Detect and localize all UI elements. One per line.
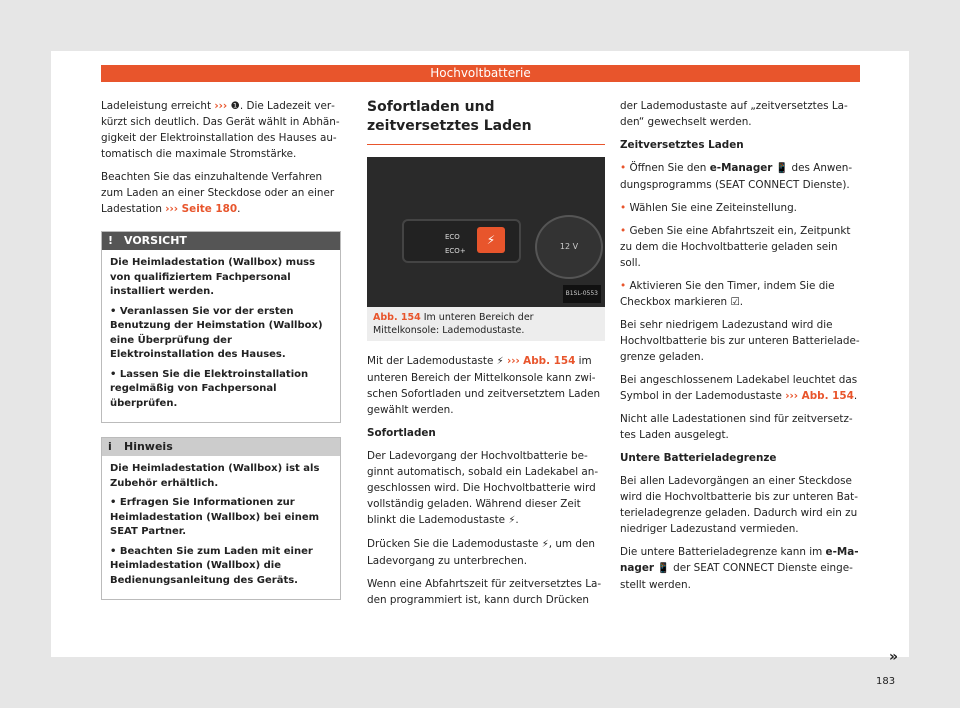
checkbox-icon: ☑ [730, 296, 740, 308]
phone-icon: 📱 [657, 563, 670, 574]
list-item: • Geben Sie eine Abfahrtszeit ein, Zeitpunkt zu dem die Hochvoltbatterie geladen sein soll. [620, 225, 851, 269]
paragraph: Wenn eine Abfahrtszeit für zeitversetztes Laden programmiert ist, kann durch Drücken [367, 578, 602, 606]
list-item: • Öffnen Sie den e-Manager 📱 des Anwendungsprogramms (SEAT CONNECT Dienste). [620, 162, 853, 191]
bullet-icon: • [620, 280, 630, 292]
paragraph: Nicht alle Ladestationen sind für zeitversetztes Laden ausgelegt. [620, 413, 853, 441]
bullet-icon: • [620, 225, 630, 237]
bullet-icon: • [110, 545, 120, 557]
manual-page [51, 51, 909, 687]
phone-icon: 📱 [775, 163, 789, 174]
bullet-icon: • [110, 368, 120, 380]
paragraph: Ladeleistung erreicht ››› ❶. Die Ladezeit verkürzt sich deutlich. Das Gerät wählt in Abhängigkeit der Elektroinstallation des Hauses automatisch die maximale Stromstärke. [101, 100, 340, 160]
bullet-icon: • [620, 202, 630, 214]
subheading: Sofortladen [367, 427, 436, 439]
bullet-icon: • [110, 305, 120, 317]
bullet-icon: • [620, 162, 630, 174]
paragraph: Bei angeschlossenem Ladekabel leuchtet das Symbol in der Lademodustaste ››› Abb. 154. [620, 374, 858, 402]
paragraph: Der Ladevorgang der Hochvoltbatterie beginnt automatisch, sobald ein Ladekabel angeschlossen wird. Die Hochvoltbatterie wird vollständig geladen. Während dieser Zeit blinkt die Lademodustaste ⚡. [367, 450, 599, 526]
figure-link[interactable]: ››› Abb. 154 [785, 390, 854, 402]
charge-mode-icon: ⚡ [496, 356, 504, 367]
column-middle [367, 98, 605, 615]
paragraph: Mit der Lademodustaste ⚡ ››› Abb. 154 im unteren Bereich der Mittelkonsole kann zwischen Sofortladen und zeitversetztem Laden gewählt werden. [367, 355, 601, 416]
info-icon: i [108, 440, 112, 453]
figure-link[interactable]: Abb. 154 [523, 355, 576, 367]
list-item: • Aktivieren Sie den Timer, indem Sie die Checkbox markieren ☑. [620, 280, 835, 308]
page-link[interactable]: ››› Seite 180 [165, 203, 238, 215]
charge-mode-icon: ⚡ [477, 227, 505, 253]
eco-plus-label: ECO+ [445, 247, 466, 255]
column-right [620, 98, 860, 600]
warning-header: ! VORSICHT [102, 232, 340, 250]
list-item: • Wählen Sie eine Zeiteinstellung. [620, 202, 797, 214]
figure-caption: Abb. 154 Im unteren Bereich der Mittelkonsole: Lademodustaste. [367, 307, 605, 341]
paragraph: Bei sehr niedrigem Ladezustand wird die Hochvoltbatterie bis zur unteren Batterieladegrenze geladen. [620, 319, 860, 363]
section-title: Sofortladen und zeitversetztes Laden [367, 98, 605, 145]
list-item: • Veranlassen Sie vor der ersten Benutzung der Heimstation (Wallbox) eine Überprüfung der Elektroinstallation des Hauses. [110, 305, 323, 360]
paragraph: Bei allen Ladevorgängen an einer Steckdose wird die Hochvoltbatterie bis zur unteren Batterieladegrenze geladen. Dadurch wird ein zu niedriger Ladezustand vermieden. [620, 475, 858, 535]
paragraph: Beachten Sie das einzuhaltende Verfahren zum Laden an einer Steckdose oder an einer Ladestation ››› Seite 180. [101, 171, 335, 215]
continue-icon: » [889, 649, 899, 665]
hint-header: i Hinweis [102, 438, 340, 456]
charge-mode-icon: ⚡ [541, 539, 549, 550]
figure-code: B1SL-0553 [563, 285, 601, 303]
column-left [101, 98, 341, 600]
warning-icon: ! [108, 234, 114, 247]
page-header: Hochvoltbatterie [101, 65, 860, 82]
subheading: Untere Batterieladegrenze [620, 452, 777, 464]
page-number: 183 [876, 676, 896, 687]
charge-mode-icon: ⚡ [508, 515, 516, 526]
warning-box: ! VORSICHT Die Heimladestation (Wallbox) muss von qualifiziertem Fachpersonal installiert werden. • Veranlassen Sie vor der ersten Benutzung der Heimstation (Wallbox) eine Überprüfung der Elektroinstallation des Hauses. • Lassen Sie die Elektroinstallation regelmäßig von Fachpersonal überprüfen. [101, 231, 341, 423]
hint-box: i Hinweis Die Heimladestation (Wallbox) ist als Zubehör erhältlich. • Erfragen Sie Informationen zur Heimladestation (Wallbox) bei einem SEAT Partner. • Beachten Sie zum Laden mit einer Heimladestation (Wallbox) die Bedienungsanleitung des Geräts. [101, 437, 341, 600]
list-item: • Lassen Sie die Elektroinstallation regelmäßig von Fachpersonal überprüfen. [110, 368, 309, 409]
socket-12v: 12 V [535, 215, 603, 279]
eco-label: ECO [445, 233, 460, 241]
list-item: • Beachten Sie zum Laden mit einer Heimladestation (Wallbox) die Bedienungsanleitung des Geräts. [110, 545, 313, 586]
list-item: • Erfragen Sie Informationen zur Heimladestation (Wallbox) bei einem SEAT Partner. [110, 497, 320, 537]
subheading: Zeitversetztes Laden [620, 139, 744, 151]
info-number-icon: ❶ [230, 100, 240, 112]
bullet-icon: • [110, 497, 120, 508]
figure-image [367, 157, 605, 307]
paragraph: Die untere Batterieladegrenze kann im e-Manager 📱 der SEAT CONNECT Dienste eingestellt werden. [620, 546, 859, 591]
paragraph: der Lademodustaste auf „zeitversetztes Laden“ gewechselt werden. [620, 100, 848, 128]
paragraph: Drücken Sie die Lademodustaste ⚡, um den Ladevorgang zu unterbrechen. [367, 538, 595, 567]
arrow-ref: ››› [214, 100, 228, 112]
